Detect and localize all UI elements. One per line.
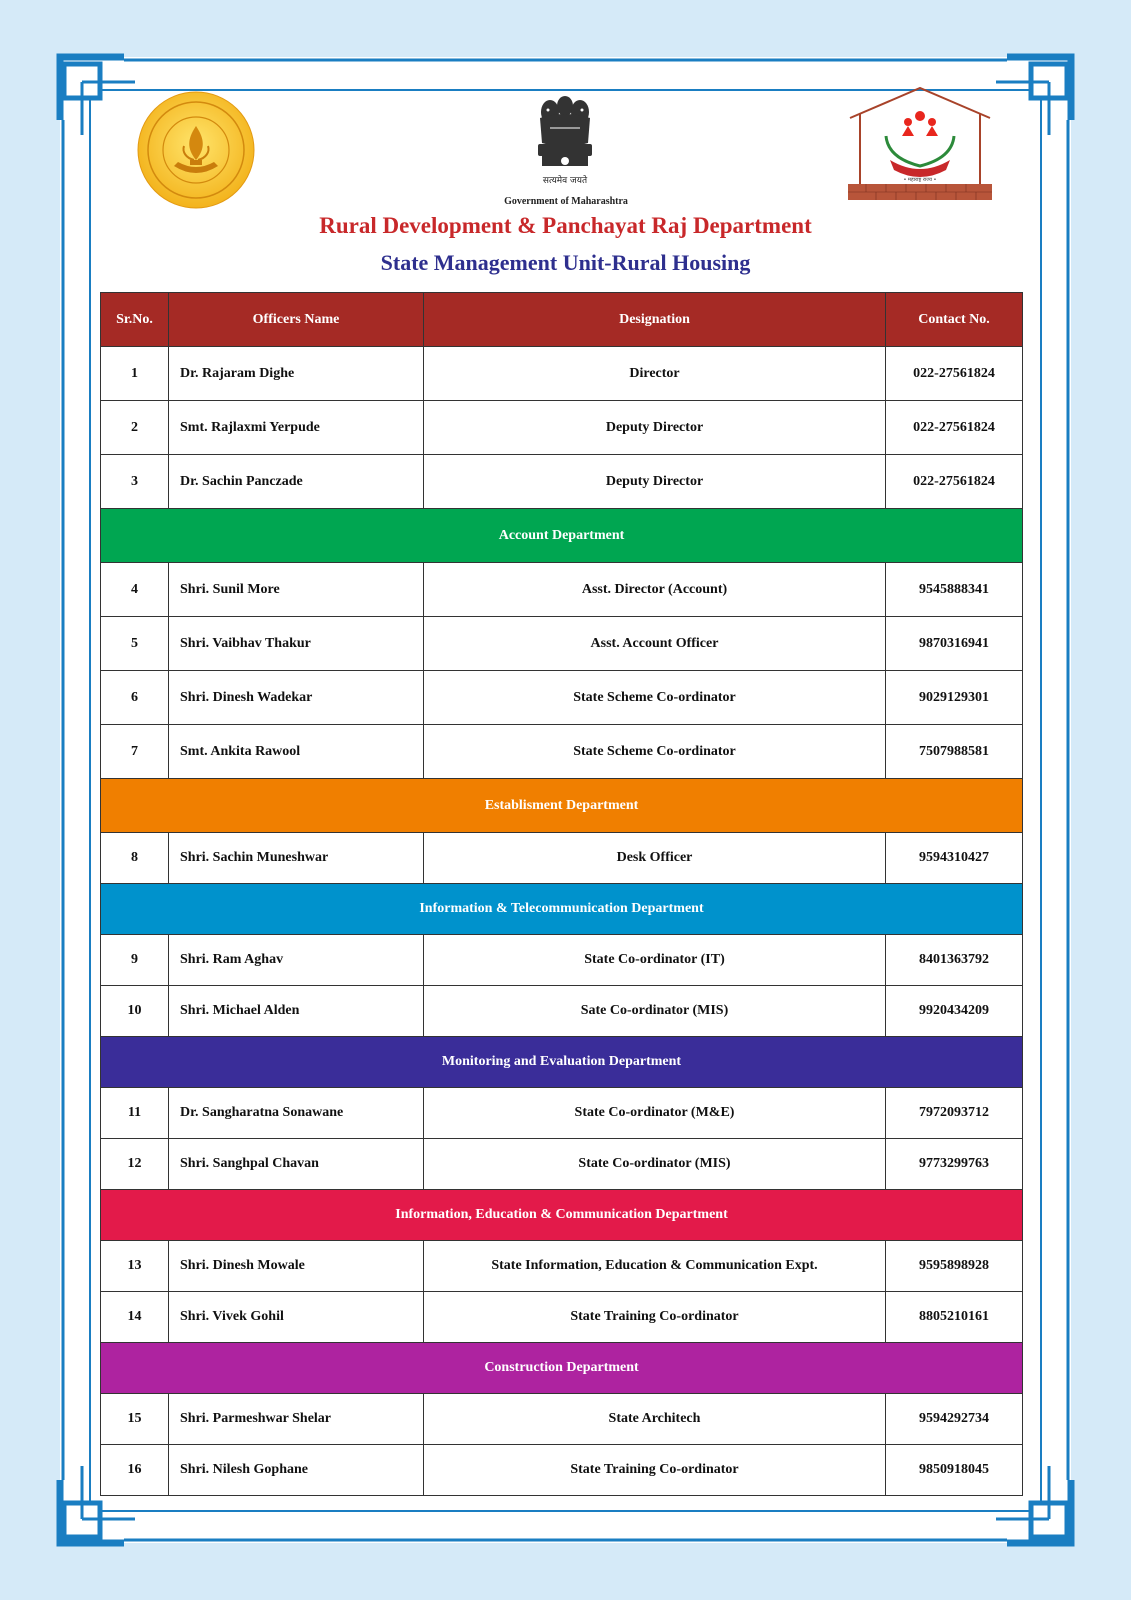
government-text: Government of Maharashtra bbox=[504, 196, 628, 207]
cell-sr: 10 bbox=[101, 986, 169, 1037]
cell-sr: 16 bbox=[101, 1445, 169, 1496]
table-row bbox=[101, 935, 1023, 986]
section-row-iec bbox=[101, 1190, 1023, 1241]
section-title: Information, Education & Communication Department bbox=[101, 1190, 1023, 1241]
cell-designation: Asst. Director (Account) bbox=[424, 563, 886, 617]
table-row bbox=[101, 455, 1023, 509]
cell-designation: Director bbox=[424, 347, 886, 401]
cell-name: Shri. Dinesh Wadekar bbox=[169, 671, 424, 725]
maharashtra-seal-icon bbox=[134, 88, 258, 212]
cell-contact: 7972093712 bbox=[886, 1088, 1023, 1139]
cell-designation: State Information, Education & Communication Expt. bbox=[424, 1241, 886, 1292]
table-row bbox=[101, 347, 1023, 401]
cell-name: Shri. Sunil More bbox=[169, 563, 424, 617]
section-row-construction bbox=[101, 1343, 1023, 1394]
cell-designation: Deputy Director bbox=[424, 401, 886, 455]
cell-designation: State Training Co-ordinator bbox=[424, 1292, 886, 1343]
cell-sr: 9 bbox=[101, 935, 169, 986]
cell-contact: 8401363792 bbox=[886, 935, 1023, 986]
cell-contact: 022-27561824 bbox=[886, 455, 1023, 509]
table-header-row bbox=[101, 293, 1023, 347]
table-row bbox=[101, 401, 1023, 455]
cell-sr: 2 bbox=[101, 401, 169, 455]
cell-contact: 022-27561824 bbox=[886, 401, 1023, 455]
table-row bbox=[101, 1139, 1023, 1190]
cell-name: Shri. Vivek Gohil bbox=[169, 1292, 424, 1343]
logo-right-caption: • महाराष्ट्र राज्य • bbox=[903, 177, 937, 183]
table-row bbox=[101, 1088, 1023, 1139]
cell-designation: Deputy Director bbox=[424, 455, 886, 509]
table-row bbox=[101, 833, 1023, 884]
cell-contact: 022-27561824 bbox=[886, 347, 1023, 401]
cell-contact: 9594292734 bbox=[886, 1394, 1023, 1445]
section-row-it bbox=[101, 884, 1023, 935]
cell-name: Shri. Vaibhav Thakur bbox=[169, 617, 424, 671]
header-officers-name: Officers Name bbox=[169, 293, 424, 347]
cell-sr: 8 bbox=[101, 833, 169, 884]
cell-contact: 8805210161 bbox=[886, 1292, 1023, 1343]
cell-name: Dr. Rajaram Dighe bbox=[169, 347, 424, 401]
cell-name: Dr. Sangharatna Sonawane bbox=[169, 1088, 424, 1139]
cell-sr: 12 bbox=[101, 1139, 169, 1190]
cell-sr: 14 bbox=[101, 1292, 169, 1343]
cell-designation: Desk Officer bbox=[424, 833, 886, 884]
cell-contact: 9594310427 bbox=[886, 833, 1023, 884]
cell-sr: 15 bbox=[101, 1394, 169, 1445]
cell-designation: State Co-ordinator (M&E) bbox=[424, 1088, 886, 1139]
page-subtitle: State Management Unit-Rural Housing bbox=[380, 250, 751, 275]
table-row bbox=[101, 671, 1023, 725]
section-row-establishment bbox=[101, 779, 1023, 833]
cell-designation: State Training Co-ordinator bbox=[424, 1445, 886, 1496]
cell-name: Shri. Sachin Muneshwar bbox=[169, 833, 424, 884]
cell-name: Shri. Sanghpal Chavan bbox=[169, 1139, 424, 1190]
table-row bbox=[101, 725, 1023, 779]
ashoka-emblem-icon bbox=[520, 88, 610, 203]
cell-name: Smt. Ankita Rawool bbox=[169, 725, 424, 779]
header-srno: Sr.No. bbox=[101, 293, 169, 347]
cell-designation: State Co-ordinator (IT) bbox=[424, 935, 886, 986]
section-title: Information & Telecommunication Department bbox=[101, 884, 1023, 935]
cell-sr: 1 bbox=[101, 347, 169, 401]
section-row-account bbox=[101, 509, 1023, 563]
cell-contact: 9870316941 bbox=[886, 617, 1023, 671]
cell-sr: 4 bbox=[101, 563, 169, 617]
cell-name: Shri. Ram Aghav bbox=[169, 935, 424, 986]
cell-designation: Sate Co-ordinator (MIS) bbox=[424, 986, 886, 1037]
section-title: Establisment Department bbox=[101, 779, 1023, 833]
cell-contact: 9595898928 bbox=[886, 1241, 1023, 1292]
section-title: Construction Department bbox=[101, 1343, 1023, 1394]
cell-name: Dr. Sachin Panczade bbox=[169, 455, 424, 509]
cell-contact: 9773299763 bbox=[886, 1139, 1023, 1190]
cell-name: Smt. Rajlaxmi Yerpude bbox=[169, 401, 424, 455]
table-row bbox=[101, 1394, 1023, 1445]
cell-contact: 9545888341 bbox=[886, 563, 1023, 617]
page-title: Rural Development & Panchayat Raj Department bbox=[319, 213, 812, 238]
table-row bbox=[101, 1241, 1023, 1292]
cell-designation: State Architech bbox=[424, 1394, 886, 1445]
cell-contact: 9850918045 bbox=[886, 1445, 1023, 1496]
table-row bbox=[101, 986, 1023, 1037]
cell-sr: 5 bbox=[101, 617, 169, 671]
table-row bbox=[101, 1292, 1023, 1343]
section-row-monitoring bbox=[101, 1037, 1023, 1088]
officers-table bbox=[100, 292, 1023, 1496]
table-row bbox=[101, 617, 1023, 671]
cell-sr: 13 bbox=[101, 1241, 169, 1292]
cell-contact: 9029129301 bbox=[886, 671, 1023, 725]
table-row bbox=[101, 1445, 1023, 1496]
cell-sr: 6 bbox=[101, 671, 169, 725]
cell-designation: Asst. Account Officer bbox=[424, 617, 886, 671]
header-designation: Designation bbox=[424, 293, 886, 347]
cell-name: Shri. Michael Alden bbox=[169, 986, 424, 1037]
rural-housing-logo-icon bbox=[846, 86, 994, 204]
cell-sr: 3 bbox=[101, 455, 169, 509]
cell-designation: State Co-ordinator (MIS) bbox=[424, 1139, 886, 1190]
cell-contact: 9920434209 bbox=[886, 986, 1023, 1037]
section-title: Account Department bbox=[101, 509, 1023, 563]
section-title: Monitoring and Evaluation Department bbox=[101, 1037, 1023, 1088]
cell-designation: State Scheme Co-ordinator bbox=[424, 725, 886, 779]
cell-name: Shri. Nilesh Gophane bbox=[169, 1445, 424, 1496]
emblem-caption: सत्यमेव जयते bbox=[542, 176, 588, 186]
header-contact: Contact No. bbox=[886, 293, 1023, 347]
cell-sr: 7 bbox=[101, 725, 169, 779]
cell-contact: 7507988581 bbox=[886, 725, 1023, 779]
cell-designation: State Scheme Co-ordinator bbox=[424, 671, 886, 725]
cell-sr: 11 bbox=[101, 1088, 169, 1139]
table-row bbox=[101, 563, 1023, 617]
cell-name: Shri. Dinesh Mowale bbox=[169, 1241, 424, 1292]
cell-name: Shri. Parmeshwar Shelar bbox=[169, 1394, 424, 1445]
